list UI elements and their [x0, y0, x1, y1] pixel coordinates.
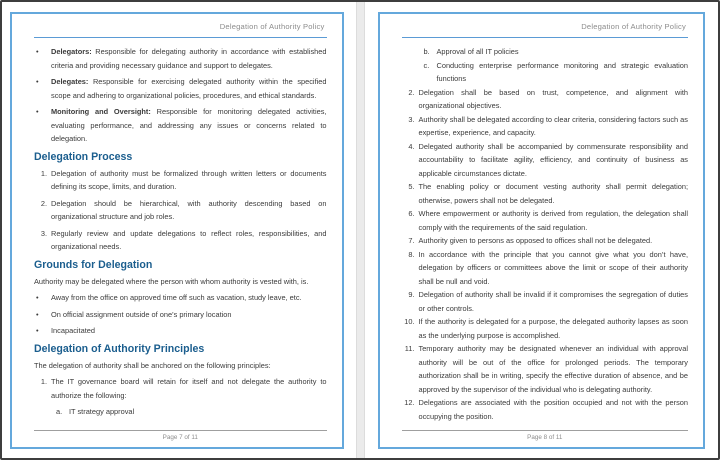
item-text: Delegation of authority shall be invalid if it compromises the segregation of duties or other controls. — [418, 290, 688, 313]
numbered-item — [34, 167, 327, 194]
item-number: 12. — [404, 398, 415, 407]
principles-intro-paragraph: The delegation of authority shall be anchored on the following principles: — [34, 360, 271, 370]
item-text: Delegation should be hierarchical, with authority descending based on organizational structure and job roles. — [51, 198, 327, 221]
role-list-item — [34, 105, 327, 146]
item-number: 5. — [408, 182, 415, 191]
grounds-bullet-item — [34, 324, 327, 338]
item-number: 3. — [408, 114, 415, 124]
item-text: If the authority is delegated for a purpose, the delegated authority lapses as soon as the underlying purpose is accomplished. — [418, 317, 688, 340]
section-heading-delegation-process: Delegation Process — [34, 150, 133, 163]
item-letter: b. — [423, 47, 430, 56]
item-text: On official assignment outside of one’s primary location — [51, 309, 232, 319]
page-gap — [356, 2, 365, 458]
bullet-icon: • — [36, 309, 39, 319]
bullet-icon: • — [36, 47, 39, 56]
item-text: The enabling policy or document vesting authority shall permit delegation; otherwise, powers shall not be delegated. — [418, 182, 688, 205]
numbered-item — [402, 396, 689, 423]
lettered-sub-item — [402, 45, 689, 59]
role-label: Delegators: — [51, 47, 92, 56]
item-number: 7. — [408, 236, 415, 245]
item-text: IT strategy approval — [69, 407, 135, 416]
bullet-icon: • — [36, 107, 39, 116]
role-list-item — [34, 75, 327, 102]
item-number: 1. — [40, 377, 47, 386]
role-text: Delegates: Responsible for exercising delegated authority within the specified scope and adhering to organizational policies, procedures, and ethical standards. — [51, 77, 327, 100]
numbered-item — [402, 234, 689, 248]
grounds-bullet-item — [34, 291, 327, 305]
item-text: Conducting enterprise performance monitoring and strategic evaluation functions — [436, 60, 688, 83]
item-letter: a. — [56, 407, 63, 416]
lettered-sub-item — [34, 405, 327, 419]
grounds-intro-paragraph: Authority may be delegated where the person with whom authority is vested with, is. — [34, 276, 309, 286]
role-label: Monitoring and Oversight: — [51, 107, 151, 116]
lettered-sub-item — [402, 59, 689, 86]
item-text: Away from the office on approved time off such as vacation, study leave, etc. — [51, 293, 302, 302]
page-header — [34, 18, 327, 38]
item-text: Incapacitated — [51, 326, 95, 335]
role-label: Delegates: — [51, 77, 89, 86]
numbered-item — [402, 86, 689, 113]
item-number: 8. — [408, 249, 415, 259]
item-number: 11. — [404, 344, 415, 353]
page-footer — [34, 430, 327, 443]
item-text: Authority given to persons as opposed to offices shall not be delegated. — [418, 236, 653, 245]
item-text: Delegated authority shall be accompanied by commensurate responsibility and accountability to facilitate agility, efficiency, and continuity of business as applicable circumstances dictate. — [418, 141, 688, 178]
role-list-item — [34, 45, 327, 72]
item-text: Temporary authority may be designated whenever an individual with approval authority will be out of the office for prolonged periods. The temporary authorization shall be in writing, specify the effective duration of absence, and be approved by the supervisor of the individual who is delegating authority. — [418, 344, 688, 394]
item-text: Delegations are associated with the position occupied and not with the person occupying the position. — [418, 398, 688, 421]
item-letter: c. — [423, 60, 430, 70]
page-header — [402, 18, 689, 38]
bullet-icon: • — [36, 293, 39, 302]
item-text: Approval of all IT policies — [436, 47, 519, 56]
bullet-icon: • — [36, 326, 39, 335]
numbered-item — [402, 207, 689, 234]
item-text: The IT governance board will retain for itself and not delegate the authority to authorize the following: — [51, 377, 327, 400]
item-number: 1. — [40, 168, 47, 178]
item-text: Delegation shall be based on trust, competence, and alignment with organizational objectives. — [418, 87, 688, 110]
bullet-icon: • — [36, 77, 39, 86]
page-border-frame — [378, 12, 706, 449]
role-text: Monitoring and Oversight: Responsible for monitoring delegated activities, evaluating performance, and addressing any issues or concerns related to delegation. — [51, 107, 327, 143]
item-number: 2. — [40, 198, 47, 208]
numbered-item — [34, 197, 327, 224]
page-number-label: Page 8 of 11 — [527, 434, 563, 441]
item-number: 6. — [408, 209, 415, 218]
item-text: Regularly review and update delegations to reflect roles, responsibilities, and organizational needs. — [51, 228, 327, 251]
item-number: 9. — [408, 290, 415, 299]
item-number: 2. — [408, 87, 415, 97]
grounds-bullet-item — [34, 308, 327, 322]
numbered-item — [402, 140, 689, 181]
item-text: Where empowerment or authority is derived from regulation, the delegation shall comply with the requirements of the said regulation. — [418, 209, 688, 232]
page-number-label: Page 7 of 11 — [162, 434, 198, 441]
numbered-item — [402, 180, 689, 207]
item-number: 10. — [404, 317, 415, 326]
page-border-frame — [10, 12, 344, 449]
numbered-item — [402, 342, 689, 396]
numbered-item — [402, 113, 689, 140]
item-text: Authority shall be delegated according to clear criteria, considering factors such as expertise, experience, and capacity. — [418, 114, 688, 137]
section-heading-delegation-principles: Delegation of Authority Principles — [34, 342, 205, 355]
page-footer — [402, 430, 689, 443]
page-header-title: Delegation of Authority Policy — [219, 22, 325, 31]
numbered-item — [34, 227, 327, 254]
section-heading-grounds-for-delegation: Grounds for Delegation — [34, 258, 153, 271]
item-number: 4. — [408, 141, 415, 151]
role-text: Delegators: Responsible for delegating authority in accordance with established criteria and providing necessary guidance and support to delegates. — [51, 47, 327, 70]
page-body — [34, 38, 327, 430]
numbered-item — [402, 248, 689, 289]
page-header-title: Delegation of Authority Policy — [581, 22, 686, 31]
doc-page-8[interactable] — [365, 2, 719, 458]
page-body — [402, 38, 689, 430]
numbered-item — [402, 315, 689, 342]
numbered-item — [34, 375, 327, 402]
item-text: Delegation of authority must be formalized through written letters or documents defining its scope, limits, and duration. — [51, 168, 327, 191]
item-text: In accordance with the principle that you cannot give what you don’t have, delegation by officers or committees above the limit or scope of their authority shall be null and void. — [418, 249, 688, 286]
numbered-item — [402, 288, 689, 315]
item-number: 3. — [40, 228, 47, 238]
doc-page-7[interactable] — [2, 2, 356, 458]
